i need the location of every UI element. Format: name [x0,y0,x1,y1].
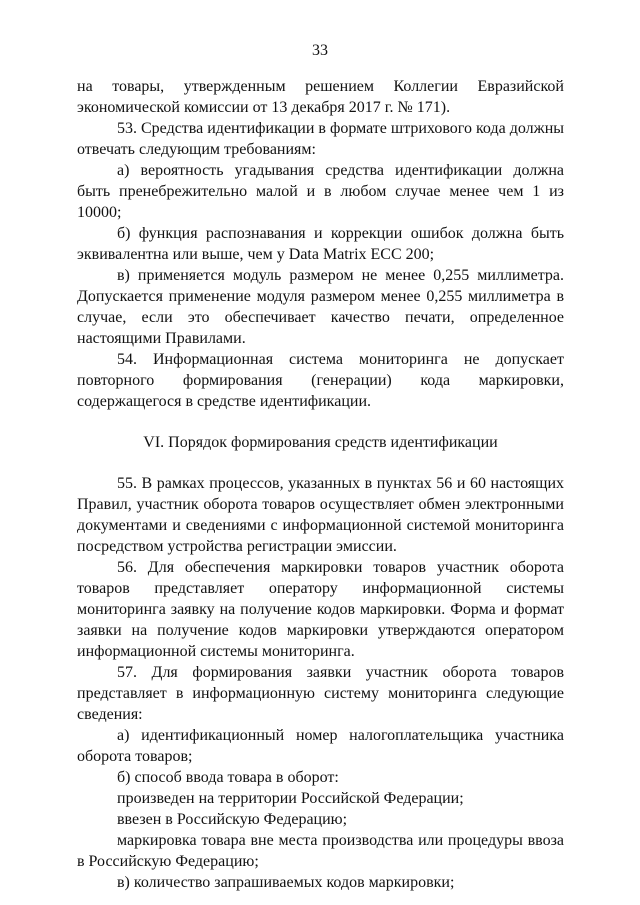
paragraph: б) функция распознавания и коррекции ошибок должна быть эквивалентна или выше, чем у Data Matrix ECC 200; [77,225,564,263]
paragraph: 57. Для формирования заявки участник оборота товаров представляет в информационную систему мониторинга следующие сведения: [77,664,564,723]
paragraph: 55. В рамках процессов, указанных в пунктах 56 и 60 настоящих Правил, участник оборота товаров осуществляет обмен электронными документами и сведениями с информационной системой мониторинга посредством устройства регистрации эмиссии. [77,475,564,555]
paragraph: маркировка товара вне места производства или процедуры ввоза в Российскую Федерацию; [77,832,564,870]
paragraph: 54. Информационная система мониторинга не допускает повторного формирования (генерации) кода маркировки, содержащегося в средстве идентификации. [77,351,564,410]
paragraph: б) способ ввода товара в оборот: [117,769,339,786]
paragraph: на товары, утвержденным решением Коллегии Евразийской экономической комиссии от 13 декабря 2017 г. № 171). [77,78,564,116]
paragraph: в) количество запрашиваемых кодов маркировки; [117,874,455,891]
page-number: 33 [312,42,328,59]
document-body [77,76,564,893]
paragraph: а) идентификационный номер налогоплательщика участника оборота товаров; [77,727,564,765]
paragraph: 53. Средства идентификации в формате штрихового кода должны отвечать следующим требованиям: [77,120,564,158]
paragraph: 56. Для обеспечения маркировки товаров участник оборота товаров представляет оператору информационной системы мониторинга заявку на получение кодов маркировки. Форма и формат заявки на получение кодов маркировки утверждаются оператором информационной системы мониторинга. [77,559,564,660]
section-heading: VI. Порядок формирования средств идентификации [143,434,498,451]
paragraph: в) применяется модуль размером не менее 0,255 миллиметра. Допускается применение модуля размером менее 0,255 миллиметра в случае, если это обеспечивает качество печати, определенное настоящими Правилами. [77,267,564,347]
paragraph: произведен на территории Российской Федерации; [117,790,464,807]
paragraph: ввезен в Российскую Федерацию; [117,811,348,828]
paragraph: а) вероятность угадывания средства идентификации должна быть пренебрежительно малой и в любом случае менее чем 1 из 10000; [77,162,564,221]
